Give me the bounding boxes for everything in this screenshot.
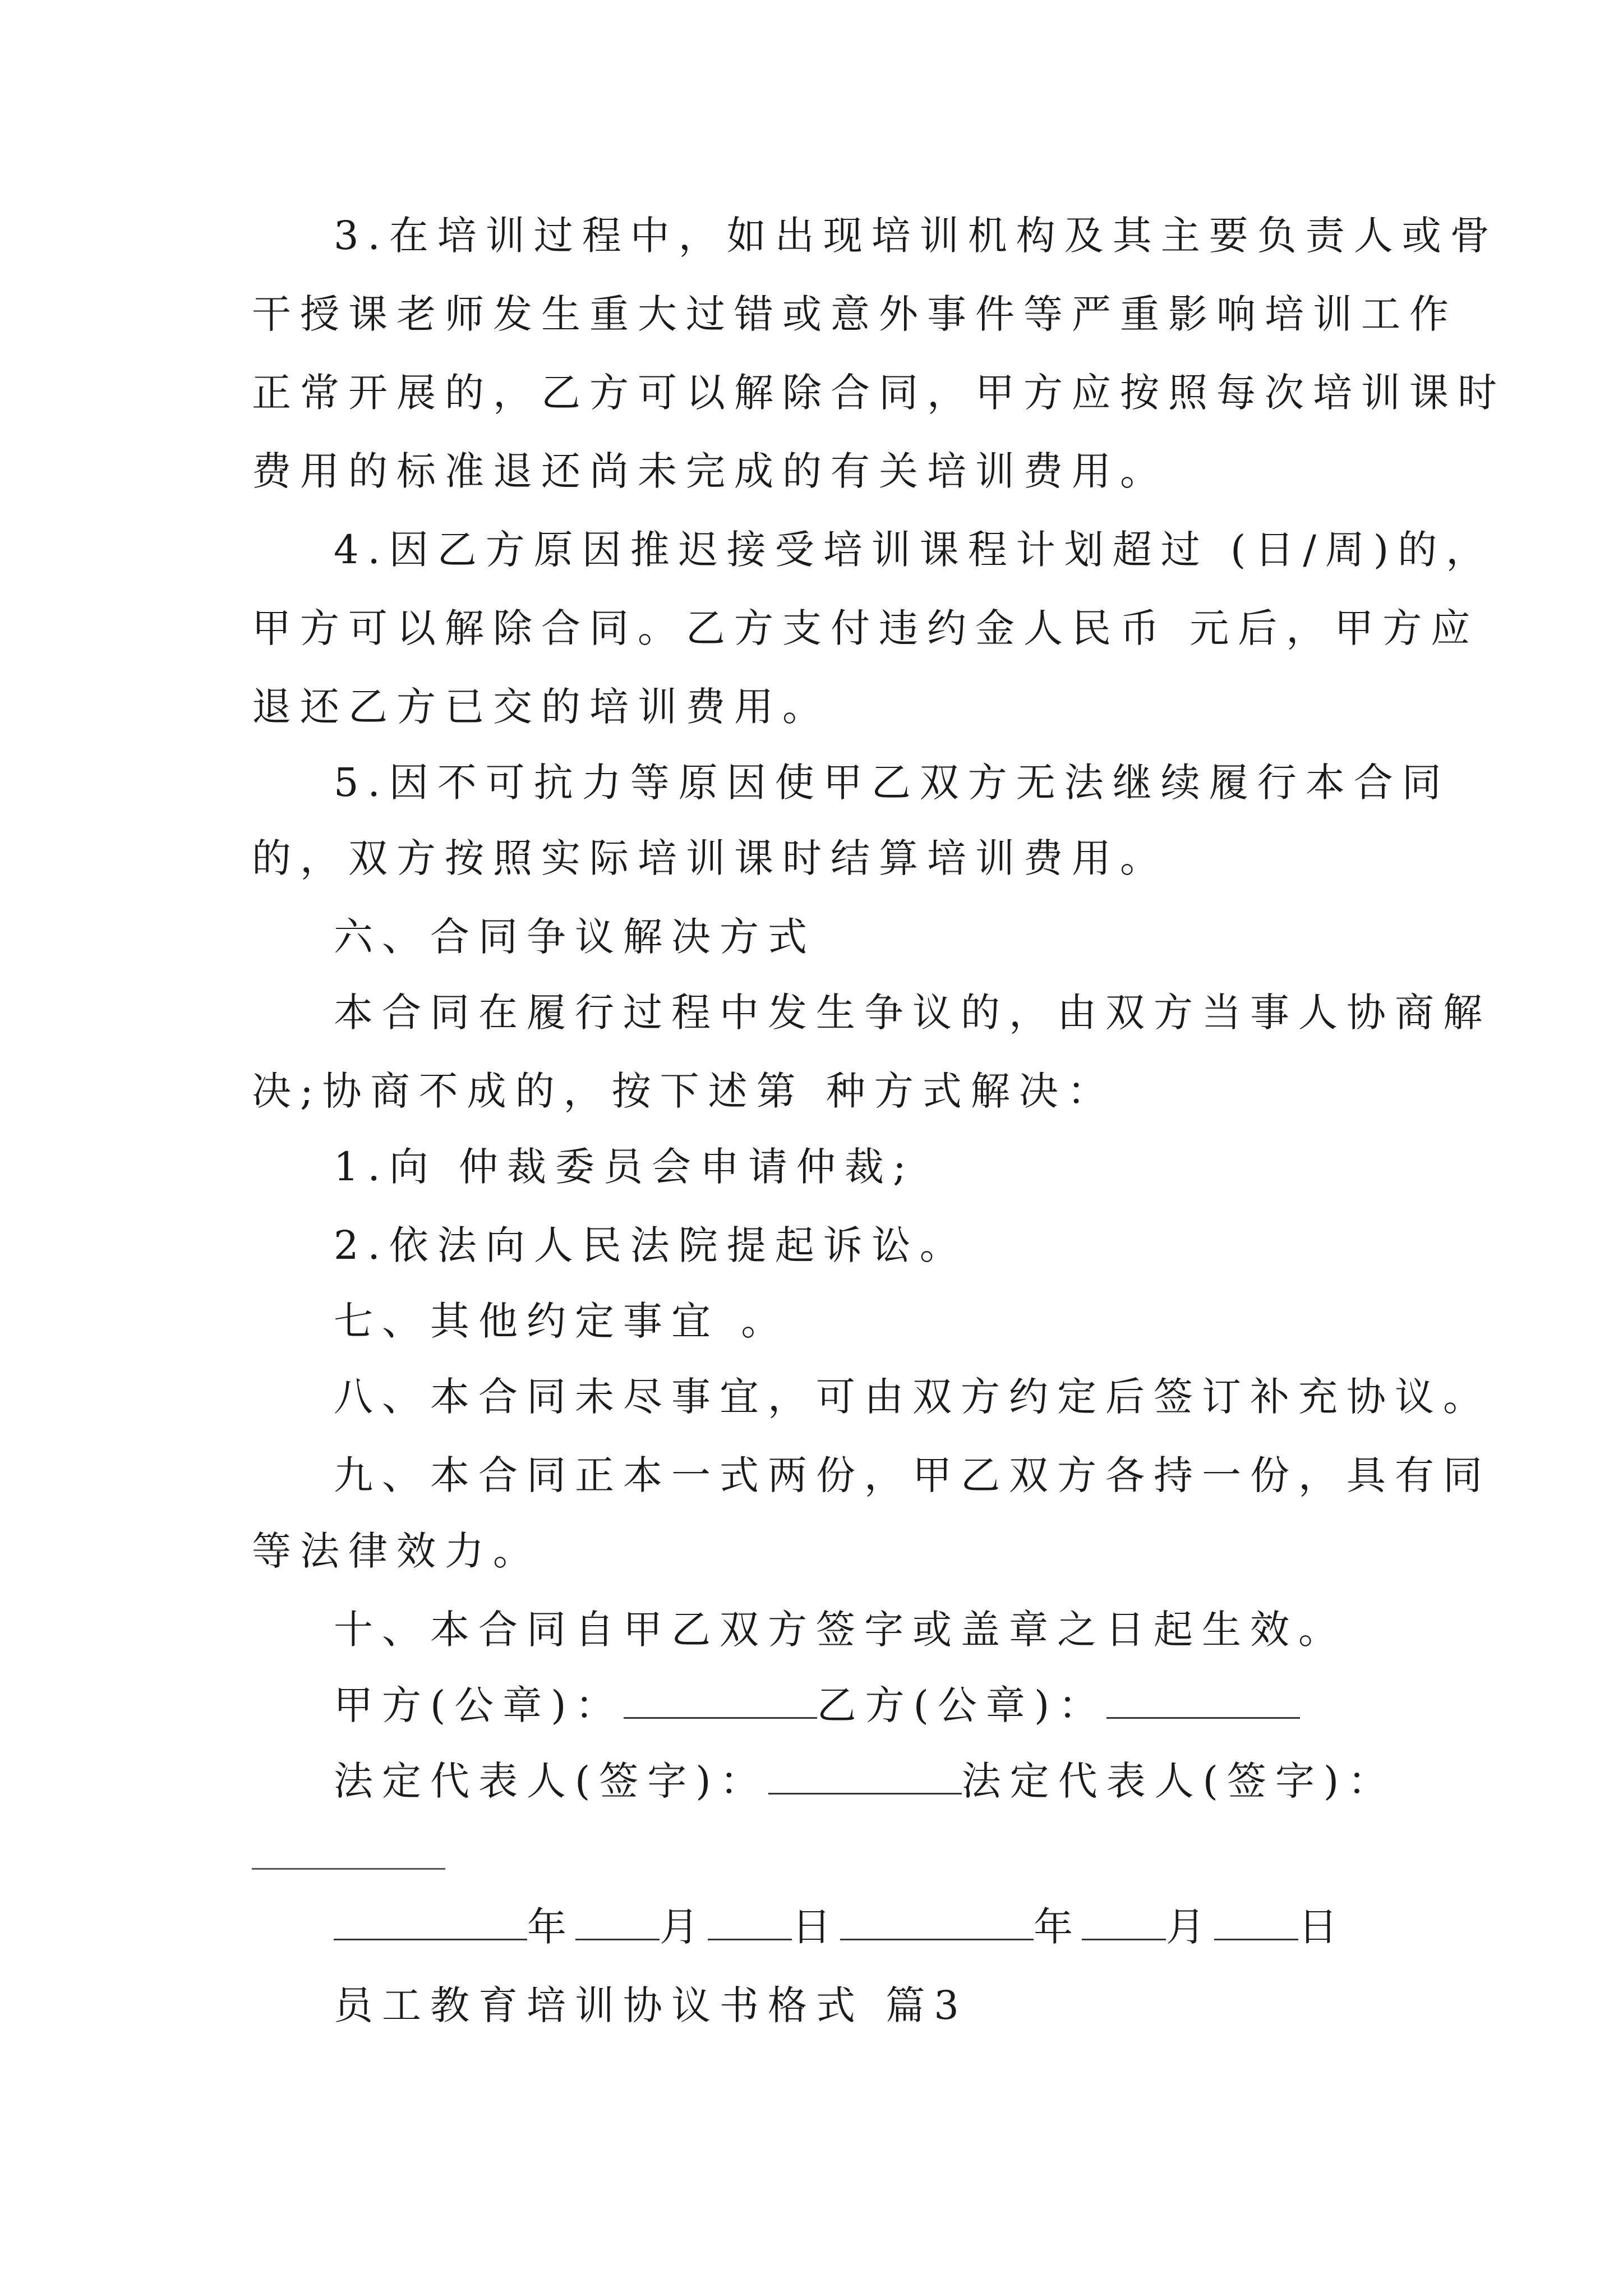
section-heading: 九、本合同正本一式两份，甲乙双方各持一份，具有同 <box>334 1452 1491 1498</box>
month-b-label: 月 <box>1166 1904 1214 1950</box>
day-a-blank <box>708 1904 792 1940</box>
section-title: 员工教育培训协议书格式 篇3 <box>334 1982 968 2028</box>
party-b-label: 乙方(公章)： <box>817 1682 1107 1728</box>
paragraph-line: 4.因乙方原因推迟接受培训课程计划超过 (日/周)的， <box>334 527 1495 573</box>
rep-b-label: 法定代表人(签字)： <box>961 1758 1396 1804</box>
paragraph-line: 正常开展的，乙方可以解除合同，甲方应按照每次培训课时 <box>252 370 1506 416</box>
month-b-blank <box>1082 1904 1166 1940</box>
date-row <box>334 1899 1347 1955</box>
paragraph-line: 决;协商不成的，按下述第 种方式解决： <box>252 1068 1115 1114</box>
section-heading: 十、本合同自甲乙双方签字或盖章之日起生效。 <box>334 1607 1347 1653</box>
paragraph-line: 甲方可以解除合同。乙方支付违约金人民币 元后，甲方应 <box>252 605 1479 651</box>
year-b-label: 年 <box>1034 1904 1082 1950</box>
day-b-blank <box>1214 1904 1298 1940</box>
rep-b-blank <box>252 1868 445 1870</box>
year-b-blank <box>840 1904 1034 1940</box>
year-a-blank <box>334 1904 527 1940</box>
rep-a-blank <box>768 1758 962 1795</box>
day-a-label: 日 <box>792 1904 840 1950</box>
paragraph-line: 5.因不可抗力等原因使甲乙双方无法继续履行本合同 <box>334 760 1450 806</box>
section-heading: 六、合同争议解决方式 <box>334 914 816 960</box>
paragraph-line: 本合同在履行过程中发生争议的，由双方当事人协商解 <box>334 990 1491 1036</box>
list-item: 1.向 仲裁委员会申请仲裁; <box>334 1144 915 1190</box>
party-a-blank <box>624 1682 817 1719</box>
day-b-label: 日 <box>1298 1904 1347 1950</box>
section-heading: 八、本合同未尽事宜，可由双方约定后签订补充协议。 <box>334 1374 1491 1420</box>
party-a-label: 甲方(公章)： <box>334 1682 624 1728</box>
paragraph-line: 等法律效力。 <box>252 1528 541 1574</box>
paragraph-line: 的，双方按照实际培训课时结算培训费用。 <box>252 835 1168 881</box>
signature-rep-row <box>334 1753 1396 1809</box>
month-a-blank <box>575 1904 660 1940</box>
section-heading: 七、其他约定事宜 。 <box>334 1298 790 1344</box>
year-a-label: 年 <box>527 1904 575 1950</box>
month-a-label: 月 <box>660 1904 708 1950</box>
paragraph-line: 退还乙方已交的培训费用。 <box>252 684 831 730</box>
party-b-blank <box>1106 1682 1300 1719</box>
signature-party-row <box>334 1677 1300 1733</box>
rep-a-label: 法定代表人(签字)： <box>334 1758 768 1804</box>
list-item: 2.依法向人民法院提起诉讼。 <box>334 1222 968 1268</box>
paragraph-line: 费用的标准退还尚未完成的有关培训费用。 <box>252 448 1168 494</box>
paragraph-line: 干授课老师发生重大过错或意外事件等严重影响培训工作 <box>252 291 1458 337</box>
paragraph-line: 3.在培训过程中，如出现培训机构及其主要负责人或骨 <box>334 213 1498 259</box>
